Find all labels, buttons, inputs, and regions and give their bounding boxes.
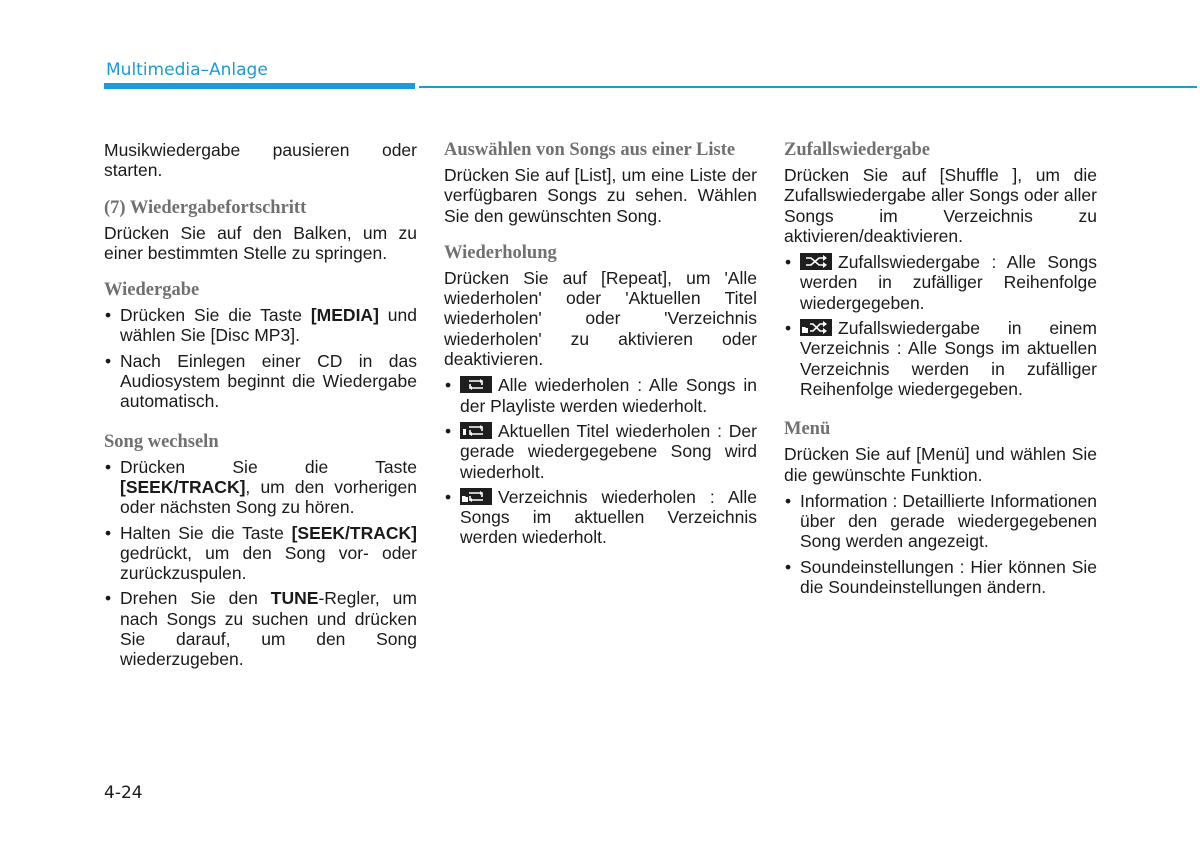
shuffle-folder-icon [800,319,832,336]
column-left [104,140,417,690]
list-item: • Verzeichnis wiederholen : Alle Songs im aktuellen Verzeichnis werden wiederholt. [444,487,757,548]
list-item: • Nach Einlegen einer CD in das Audiosystem beginnt die Wiedergabe automatisch. [104,351,417,412]
shuffle-heading: Zufallswiedergabe [784,140,930,160]
change-song-list [104,457,417,670]
list-select-paragraph: Drücken Sie auf [List], um eine Liste der verfügbaren Songs zu sehen. Wählen Sie den gewünschten Song. [444,165,757,226]
repeat-paragraph: Drücken Sie auf [Repeat], um 'Alle wiederholen' oder 'Aktuellen Titel wiederholen' oder 'Verzeichnis wiederholen' zu aktivieren oder deaktivieren. [444,267,757,370]
repeat-heading: Wiederholung [444,242,557,263]
shuffle-list [784,252,1097,399]
change-song-heading: Song wechseln [104,431,219,452]
menu-paragraph: Drücken Sie auf [Menü] und wählen Sie die gewünschte Funktion. [784,444,1097,485]
column-middle [444,140,757,568]
intro-paragraph: Musikwiedergabe pausieren oder starten. [104,140,417,181]
header-divider-line [419,86,1197,88]
shuffle-icon [800,253,832,270]
repeat-list [444,375,757,547]
list-item: • Information : Detaillierte Informationen über den gerade wiedergegebenen Song werden angezeigt. [784,491,1097,552]
playback-list [104,305,417,411]
list-select-heading: Auswählen von Songs aus einer Liste [444,140,736,160]
menu-list [784,491,1097,597]
list-item: • Drücken Sie die Taste [SEEK/TRACK], um den vorherigen oder nächsten Song zu hören. [104,457,417,518]
progress-paragraph: Drücken Sie auf den Balken, um zu einer bestimmten Stelle zu springen. [104,222,417,263]
list-item: • Aktuellen Titel wiederholen : Der gerade wiedergegebene Song wird wiederholt. [444,421,757,482]
repeat-all-icon [460,376,492,393]
list-item: • Drücken Sie die Taste [MEDIA] und wählen Sie [Disc MP3]. [104,305,417,346]
list-item: • Zufallswiedergabe : Alle Songs werden in zufälliger Reihenfolge wiedergegeben. [784,252,1097,313]
column-right [784,140,1097,617]
list-item: • Zufallswiedergabe in einem Verzeichnis : Alle Songs im aktuellen Verzeichnis werden in zufälliger Reihenfolge wiedergegeben. [784,318,1097,399]
list-item: • Soundeinstellungen : Hier können Sie die Soundeinstellungen ändern. [784,557,1097,598]
shuffle-paragraph: Drücken Sie auf [Shuffle ], um die Zufallswiedergabe aller Songs oder aller Songs im Verzeichnis zu aktivieren/deaktivieren. [784,165,1097,246]
repeat-one-icon [460,422,492,439]
page-header-title: Multimedia–Anlage [106,60,268,80]
progress-heading: (7) Wiedergabefortschritt [104,197,307,218]
list-item: • Drehen Sie den TUNE-Regler, um nach Songs zu suchen und drücken Sie darauf, um den Song wiederzugeben. [104,588,417,669]
list-item: • Alle wiederholen : Alle Songs in der Playliste werden wiederholt. [444,375,757,416]
playback-heading: Wiedergabe [104,280,200,301]
menu-heading: Menü [784,419,831,440]
list-item: • Halten Sie die Taste [SEEK/TRACK] gedrückt, um den Song vor- oder zurückzuspulen. [104,523,417,584]
repeat-folder-icon [460,488,492,505]
page-number: 4-24 [104,783,143,803]
header-accent-bar [104,83,415,89]
